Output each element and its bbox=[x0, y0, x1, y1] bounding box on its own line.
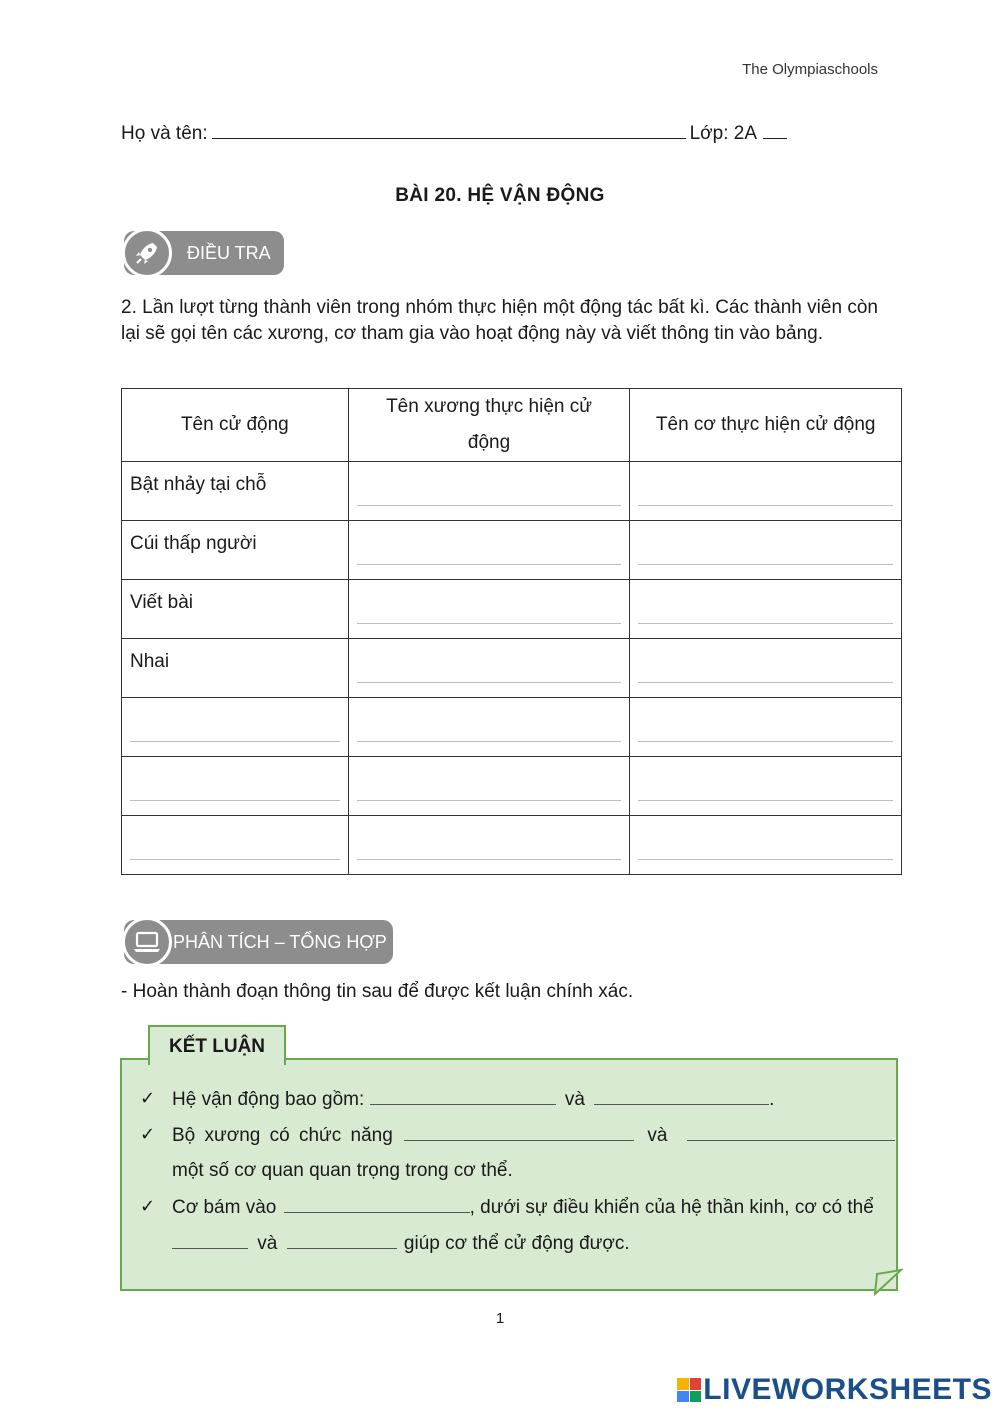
laptop-icon bbox=[122, 917, 172, 967]
movement-name: Nhai bbox=[130, 651, 170, 672]
conclusion-line-3: một số cơ quan quan trọng trong cơ thể. bbox=[172, 1160, 513, 1181]
task-instructions: 2. Lần lượt từng thành viên trong nhóm thực hiện một động tác bất kì. Các thành viên còn lại sẽ gọi tên các xương, cơ tham gia vào hoạt động này và viết thông tin vào bảng. bbox=[121, 297, 878, 344]
answer-blank[interactable] bbox=[172, 1232, 248, 1249]
answer-blank[interactable] bbox=[287, 1232, 397, 1249]
bone-answer-field[interactable] bbox=[357, 623, 622, 624]
bone-answer-field[interactable] bbox=[357, 741, 622, 742]
muscle-answer-field[interactable] bbox=[638, 741, 893, 742]
table-header: Tên xương thực hiện cử động bbox=[348, 389, 630, 462]
conclusion-box bbox=[120, 1058, 898, 1291]
movement-answer-field[interactable] bbox=[130, 800, 340, 801]
movement-answer-field[interactable] bbox=[130, 859, 340, 860]
muscle-answer-field[interactable] bbox=[638, 682, 893, 683]
class-label: Lớp: 2A bbox=[689, 123, 757, 144]
table-row bbox=[122, 639, 902, 698]
brand-name: LIVEWORKSHEETS bbox=[703, 1373, 992, 1406]
page-number: 1 bbox=[495, 1310, 505, 1327]
conclusion-line-5: và giúp cơ thể cử động được. bbox=[172, 1232, 630, 1255]
muscle-answer-field[interactable] bbox=[638, 564, 893, 565]
liveworksheets-logo[interactable] bbox=[677, 1373, 992, 1407]
answer-blank[interactable] bbox=[370, 1088, 556, 1105]
check-icon: ✓ bbox=[140, 1196, 156, 1216]
movement-name: Bật nhảy tại chỗ bbox=[130, 474, 267, 495]
page-title: BÀI 20. HỆ VẬN ĐỘNG bbox=[395, 185, 605, 206]
section-investigate-label: ĐIỀU TRA bbox=[187, 243, 271, 263]
muscle-answer-field[interactable] bbox=[638, 859, 893, 860]
movement-name: Viết bài bbox=[130, 592, 194, 613]
bone-answer-field[interactable] bbox=[357, 505, 622, 506]
section-investigate bbox=[124, 231, 284, 275]
movement-answer-field[interactable] bbox=[130, 741, 340, 742]
answer-blank[interactable] bbox=[284, 1196, 470, 1213]
conclusion-line-2: Bộ xương có chức năng và bbox=[172, 1124, 895, 1147]
table-header: Tên cơ thực hiện cử động bbox=[630, 389, 902, 462]
table-row bbox=[122, 757, 902, 816]
name-field[interactable] bbox=[212, 120, 686, 139]
section-analysis bbox=[124, 920, 393, 964]
bone-answer-field[interactable] bbox=[357, 682, 622, 683]
page-fold-icon bbox=[873, 1266, 903, 1296]
check-icon: ✓ bbox=[140, 1088, 156, 1108]
table-row bbox=[122, 698, 902, 757]
answer-blank[interactable] bbox=[687, 1124, 895, 1141]
muscle-answer-field[interactable] bbox=[638, 505, 893, 506]
school-name: The Olympiaschools bbox=[742, 61, 878, 78]
muscle-answer-field[interactable] bbox=[638, 623, 893, 624]
student-info-line bbox=[121, 120, 787, 145]
table-row bbox=[122, 521, 902, 580]
conclusion-line-4: Cơ bám vào , dưới sự điều khiển của hệ thần kinh, cơ có thể bbox=[172, 1197, 874, 1218]
brand-icon bbox=[677, 1378, 701, 1402]
conclusion-line-1: Hệ vận động bao gồm: và . bbox=[172, 1089, 775, 1110]
answer-blank[interactable] bbox=[594, 1088, 769, 1105]
conclusion-title: KẾT LUẬN bbox=[148, 1025, 286, 1065]
rocket-icon bbox=[122, 228, 172, 278]
muscle-answer-field[interactable] bbox=[638, 800, 893, 801]
movement-table bbox=[121, 388, 902, 875]
conclusion-instruction: - Hoàn thành đoạn thông tin sau để được kết luận chính xác. bbox=[121, 981, 634, 1002]
table-header: Tên cử động bbox=[122, 389, 349, 462]
table-row bbox=[122, 580, 902, 639]
table-row bbox=[122, 462, 902, 521]
check-icon: ✓ bbox=[140, 1124, 156, 1144]
bone-answer-field[interactable] bbox=[357, 800, 622, 801]
answer-blank[interactable] bbox=[404, 1124, 634, 1141]
name-label: Họ và tên: bbox=[121, 123, 208, 144]
class-field[interactable] bbox=[763, 120, 787, 139]
table-row bbox=[122, 816, 902, 875]
table-header-row bbox=[122, 389, 902, 462]
section-analysis-label: PHÂN TÍCH – TỔNG HỢP bbox=[173, 932, 387, 952]
movement-name: Cúi thấp người bbox=[130, 533, 257, 554]
bone-answer-field[interactable] bbox=[357, 859, 622, 860]
bone-answer-field[interactable] bbox=[357, 564, 622, 565]
